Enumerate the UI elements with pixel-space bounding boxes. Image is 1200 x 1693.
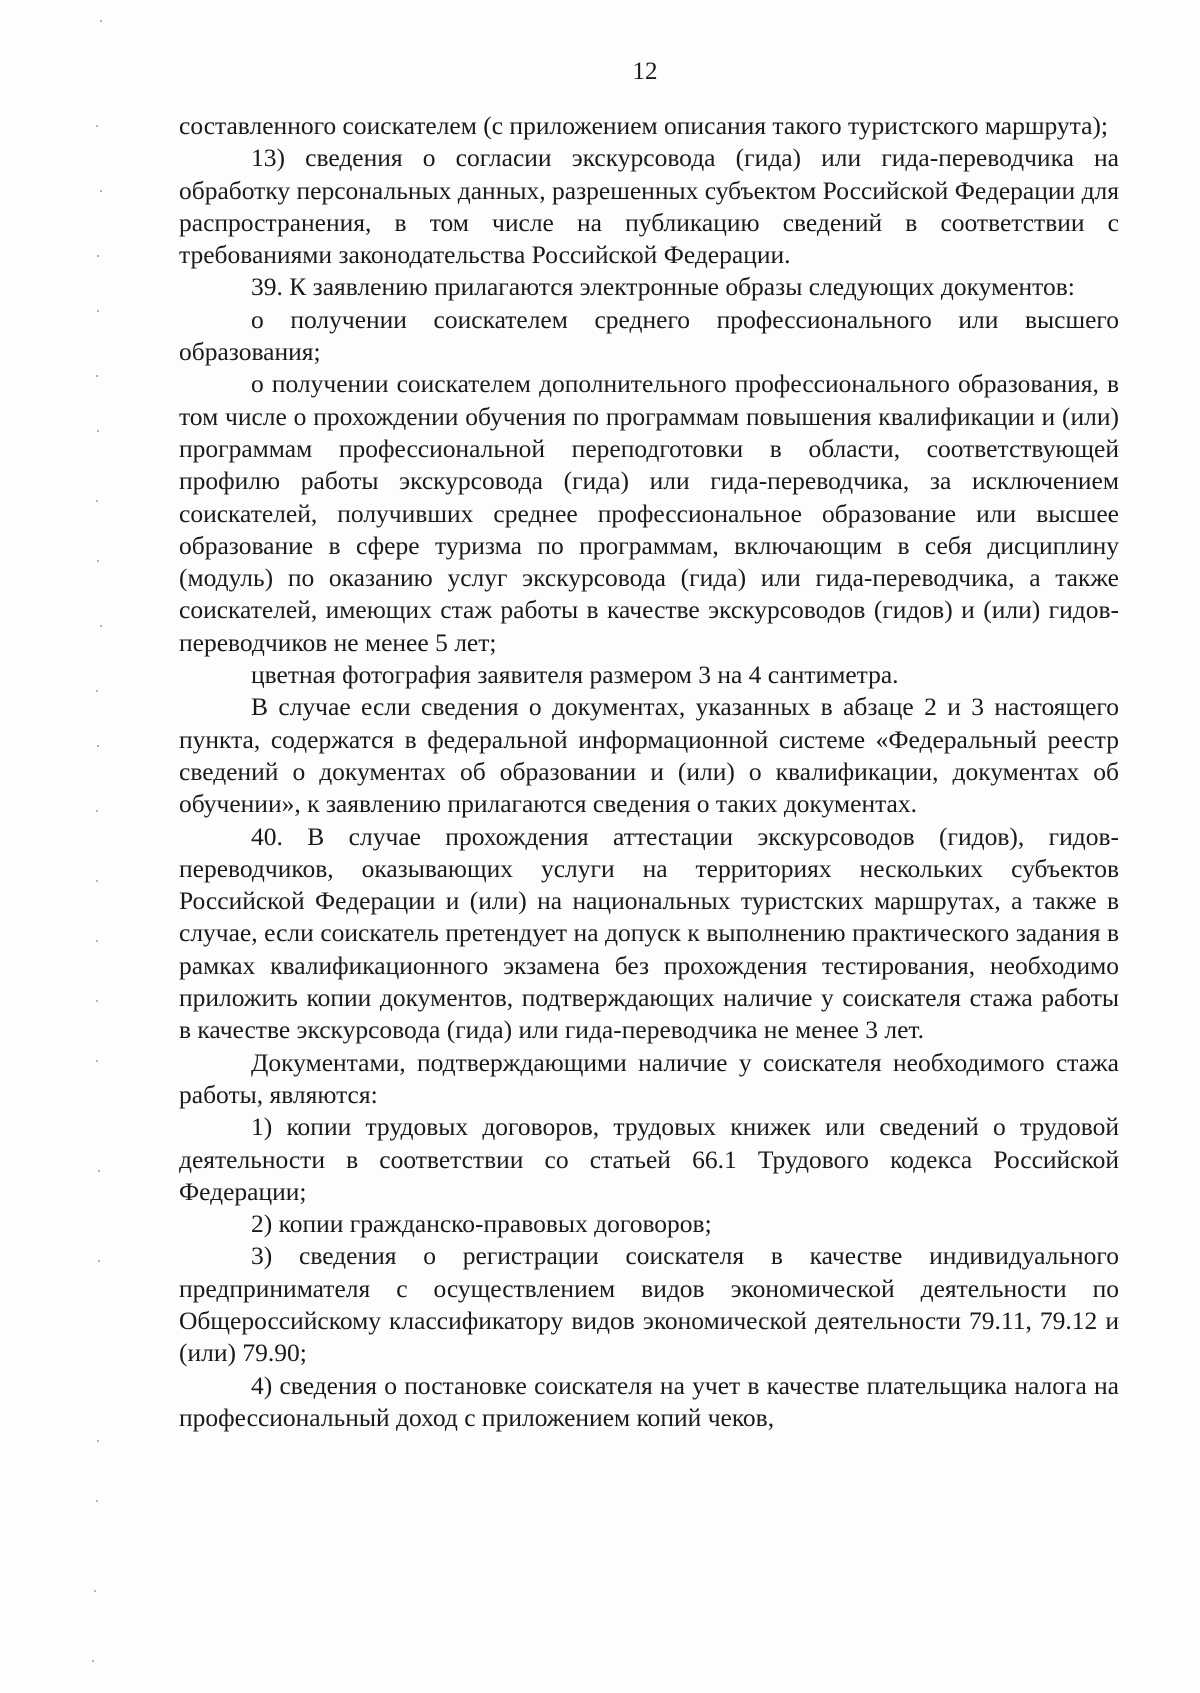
document-body [179,110,1119,1434]
paragraph: 13) сведения о согласии экскурсовода (гида) или гида-переводчика на обработку персональных данных, разрешенных субъектом Российской Федерации для распространения, в том числе на публикацию сведений в соответствии с требованиями законодательства Российской Федерации. [179,143,1119,270]
page-number: 12 [632,58,658,85]
paragraph: 1) копии трудовых договоров, трудовых книжек или сведений о трудовой деятельности в соответствии со статьей 66.1 Трудового кодекса Российской Федерации; [179,1112,1119,1206]
paragraph: 2) копии гражданско-правовых договоров; [251,1209,712,1239]
paragraph: 40. В случае прохождения аттестации экскурсоводов (гидов), гидов-переводчиков, оказывающих услуги на территориях нескольких субъектов Российской Федерации и (или) на национальных туристских маршрутах, а также в случае, если соискатель претендует на допуск к выполнению практического задания в рамках квалификационного экзамена без прохождения тестирования, необходимо приложить копии документов, подтверждающих наличие у соискателя стажа работы в качестве экскурсовода (гида) или гида-переводчика не менее 3 лет. [179,821,1119,1045]
paragraph: о получении соискателем дополнительного профессионального образования, в том числе о прохождении обучения по программам повышения квалификации и (или) программам профессиональной переподготовки в области, соответствующей профилю работы экскурсовода (гида) или гида-переводчика, за исключением соискателей, получивших среднее профессиональное образование или высшее образование в сфере туризма по программам, включающим в себя дисциплину (модуль) по оказанию услуг экскурсовода (гида) или гида-переводчика, а также соискателей, имеющих стаж работы в качестве экскурсоводов (гидов) и (или) гидов-переводчиков не менее 5 лет; [179,369,1119,657]
paragraph: о получении соискателем среднего профессионального или высшего образования; [179,304,1119,367]
paragraph: 39. К заявлению прилагаются электронные образы следующих документов: [251,272,1075,302]
paragraph: 4) сведения о постановке соискателя на учет в качестве плательщика налога на профессиональный доход с приложением копий чеков, [179,1370,1119,1432]
paragraph: составленного соискателем (с приложением описания такого туристского маршрута); [179,111,1109,140]
paragraph: 3) сведения о регистрации соискателя в качестве индивидуального предпринимателя с осуществлением видов экономической деятельности по Общероссийскому классификатору видов экономической деятельности 79.11, 79.12 и (или) 79.90; [179,1241,1119,1368]
paragraph: В случае если сведения о документах, указанных в абзаце 2 и 3 настоящего пункта, содержатся в федеральной информационной системе «Федеральный реестр сведений о документах об образовании и (или) о квалификации, документах об обучении», к заявлению прилагаются сведения о таких документах. [179,692,1119,819]
paragraph: Документами, подтверждающими наличие у соискателя необходимого стажа работы, являются: [179,1047,1119,1109]
paragraph: цветная фотография заявителя размером 3 на 4 сантиметра. [251,660,899,690]
